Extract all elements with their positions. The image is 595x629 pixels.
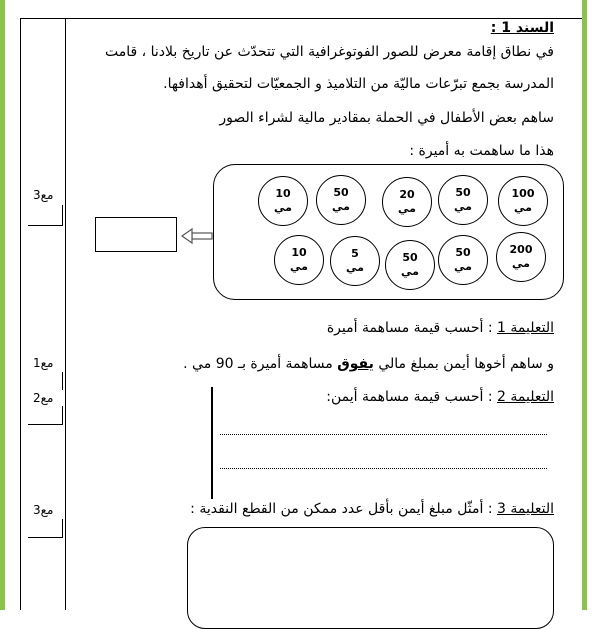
paragraph-line: في نطاق إقامة معرض للصور الفوتوغرافية التي تتحدّث عن تاريخ بلادنا ، قامت xyxy=(105,44,554,60)
coin: 100 مي xyxy=(498,176,548,226)
instruction-3-label: التعليمة 3 xyxy=(497,501,554,517)
instruction-2 xyxy=(326,389,554,405)
instruction-3-text: : أمثّل مبلغ أيمن بأقل عدد ممكن من القطع النقدية : xyxy=(190,501,493,517)
ayman-statement xyxy=(183,356,554,372)
paragraph-line: هذا ما ساهمت به أميرة : xyxy=(409,143,554,159)
coin: 50 مي xyxy=(316,175,366,225)
criterion-label: مع3 xyxy=(33,188,54,202)
total-answer-box[interactable] xyxy=(95,217,177,252)
left-green-border xyxy=(0,0,5,610)
divider-vertical-line xyxy=(211,387,213,499)
coin: 5 مي xyxy=(330,236,380,286)
answer-line[interactable] xyxy=(220,468,547,469)
paragraph-line: المدرسة بجمع تبرّعات ماليّة من التلاميذ و الجمعيّات لتحقيق أهدافها. xyxy=(163,76,554,92)
top-border-line xyxy=(20,18,582,19)
ayman-text-bold: يفوق xyxy=(337,356,374,372)
criterion-bracket xyxy=(28,519,63,538)
criterion-bracket xyxy=(28,205,63,226)
coin: 10 مي xyxy=(274,235,324,285)
ayman-text-after: مساهمة أميرة بـ 90 مي . xyxy=(183,356,333,372)
margin-left-line xyxy=(20,18,21,610)
coin: 200 مي xyxy=(496,232,546,282)
ayman-text-before: و ساهم أخوها أيمن بمبلغ مالي xyxy=(378,356,554,372)
answer-line[interactable] xyxy=(220,434,547,435)
criterion-tick xyxy=(62,372,63,390)
coins-drawing-box[interactable] xyxy=(187,527,554,629)
instruction-1-text: : أحسب قيمة مساهمة أميرة xyxy=(326,320,493,336)
paragraph-line: ساهم بعض الأطفال في الحملة بمقادير مالية لشراء الصور xyxy=(219,110,554,126)
margin-right-line xyxy=(65,18,66,610)
instruction-1 xyxy=(327,320,554,336)
criterion-label: مع1 xyxy=(33,356,54,370)
coin: 50 مي xyxy=(438,175,488,225)
sanad-title: السند 1 : xyxy=(490,20,554,36)
instruction-2-text: : أحسب قيمة مساهمة أيمن: xyxy=(326,389,493,405)
left-arrow-icon xyxy=(180,228,214,244)
instruction-3 xyxy=(190,501,554,517)
coin: 10 مي xyxy=(258,176,308,226)
coin: 50 مي xyxy=(385,240,435,290)
instruction-1-label: التعليمة 1 xyxy=(497,320,554,336)
right-green-border xyxy=(582,0,587,610)
criterion-label: مع2 xyxy=(33,391,54,405)
criterion-label: مع3 xyxy=(33,503,54,517)
coin: 50 مي xyxy=(438,235,488,285)
criterion-bracket xyxy=(28,406,63,425)
instruction-2-label: التعليمة 2 xyxy=(497,389,554,405)
coin: 20 مي xyxy=(382,177,432,227)
